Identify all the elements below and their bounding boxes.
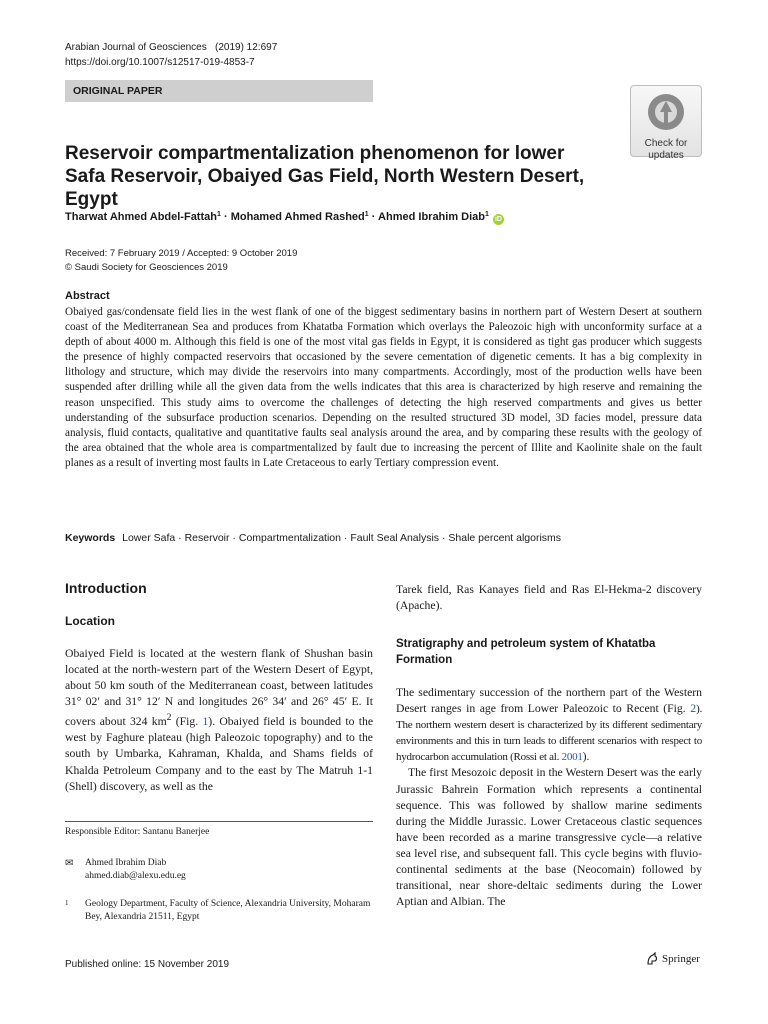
publisher-name: Springer [662,953,700,965]
paragraph-text: ). The northern western desert is characterized by its different sedimentary environments and this in turn leads to different scenarios with respect to hydrocarbon accumulation (Rossi et al. [396,703,702,764]
author-affiliation-mark: 1 [364,211,369,218]
author-affiliation-mark: 1 [485,211,489,218]
figure-link[interactable]: 1 [202,715,209,729]
stratigraphy-heading: Stratigraphy and petroleum system of Khatatba Formation [396,638,656,666]
location-heading: Location [65,614,115,628]
author-name[interactable]: Tharwat Ahmed Abdel-Fattah [65,211,217,223]
keyword: Shale percent algorisms [448,532,562,544]
footnote-divider [65,821,373,822]
location-continuation: Tarek field, Ras Kanayes field and Ras El-Hekma-2 discovery (Apache). [396,583,702,613]
corresponding-name: Ahmed Ibrahim Diab [85,858,167,868]
author-name[interactable]: Mohamed Ahmed Rashed [230,211,365,223]
journal-header [65,40,277,70]
keyword: Reservoir [184,532,230,544]
author-name[interactable]: Ahmed Ibrahim Diab [378,211,486,223]
stratigraphy-body [396,685,702,910]
author-separator: · [371,211,376,223]
keyword: Fault Seal Analysis [350,532,440,544]
doi-link[interactable]: https://doi.org/10.1007/s12517-019-4853-7 [65,57,255,68]
check-updates-line2: updates [648,150,684,161]
abstract-heading: Abstract [65,290,110,302]
check-updates-icon [646,92,686,132]
keyword-separator: · [341,532,351,544]
keyword-separator: · [439,532,449,544]
paragraph-text: ). [582,750,590,764]
paragraph-text: The sedimentary succession of the northern part of the Western Desert ranges in age from Lower Paleozoic to Recent (Fig. [396,686,702,716]
responsible-editor: Responsible Editor: Santanu Banerjee [65,827,210,837]
affiliation [65,898,375,924]
envelope-icon: ✉ [65,858,74,869]
paragraph: The first Mesozoic deposit in the Western Desert was the early Jurassic Bahrein Formation which represents a continental sequence. This was followed by shallow marine sediments during the Middle Jurassic. Lower Cretaceous clastic sequences have been recorded as a marine transgressive cycle—a relative sea level rise, and subsequent fall. This cycle begins with fluvio-continental sediments at the base (Neocomain) followed by transitional, near shore-deltaic sediments during the Lower Aptian and Albian. The [396,766,702,909]
paragraph [396,685,702,765]
keyword: Compartmentalization [238,532,341,544]
keyword-separator: · [229,532,239,544]
location-text: Obaiyed Field is located at the western flank of Shushan basin located at the north-western part of the Western Desert of Egypt, about 50 km south of the Mediterranean coast, between latitudes 31° 02′ and 31° 12′ N and longitudes 26° 34′ and 26° 45′ E. It covers about 324 km [65,647,373,729]
keywords-label: Keywords [65,532,116,544]
journal-name: Arabian Journal of Geosciences [65,42,207,53]
publisher-logo [645,952,700,966]
affiliation-text: Geology Department, Faculty of Science, Alexandria University, Moharam Bey, Alexandria 21511, Egypt [85,899,371,922]
author-separator: · [223,211,228,223]
keyword: Lower Safa [122,532,176,544]
location-text: (Fig. [171,715,203,729]
author-affiliation-mark: 1 [216,211,221,218]
affiliation-number: 1 [65,899,69,907]
copyright-symbol: © [65,262,72,273]
keywords [65,531,705,546]
corresponding-author [65,857,186,883]
article-history [65,247,297,275]
location-paragraph [65,646,373,795]
figure-link[interactable]: 2 [690,702,697,716]
article-type-banner: ORIGINAL PAPER [65,80,373,102]
corresponding-email[interactable]: ahmed.diab@alexu.edu.eg [85,871,186,881]
copyright-text: Saudi Society for Geosciences 2019 [74,262,228,273]
check-updates-line1: Check for [644,138,688,149]
published-date: Published online: 15 November 2019 [65,959,229,970]
reference-link[interactable]: 2001 [561,751,583,764]
superscript: 2 [166,712,172,724]
orcid-icon[interactable]: iD [494,216,502,223]
author-list [65,207,504,225]
location-text: ). Obaiyed field is bounded to the west by Faghure plateau (high Paleozoic topography) and to the south by Umbarka, Kahraman, Khalda, and Shams fields of Khalda Petroleum Company and to the east by The Matruh 1-1 (Shell) discovery, as well as the [65,715,374,793]
check-for-updates-badge[interactable] [630,85,702,161]
abstract-text: Obaiyed gas/condensate field lies in the west flank of one of the biggest sedimentary basins in northern part of Western Desert at southern coast of the Mediterranean Sea and produces from Khatatba Formation which overlays the Paleozoic high with unconformity surface at a depth of about 4000 m. Although this field is one of the most vital gas fields in Egypt, it is considered as tight gas producer which suggests the presence of highly compacted reservoirs that occasioned by the severe cementation of digenetic cements. It has a big complexity in lithology and structure, which may divide the reservoirs into many compartments. Accordingly, most of the production wells have been suspended after drilling while all the given data from the wells indicates that this area is characterized by high reserve and remaining the reason unspecified. This study aims to overcome the challenges of detecting the high reserved compartments and gives us better understanding of the subsurface production scenarios. Depending on the resulted structured 3D model, 3D facies model, pressure data analysis, fluid contacts, qualitative and quantitative faults seal analysis around the area, and by comparing these results with the geology of the area obtained that the whole area is compartmentalized by fault due to increasing the percent of Illite and Kaolinite shale on the fault planes as a result of inverting most faults in Late Cretaceous to early Tertiary compression event. [65,306,702,469]
journal-volume: (2019) 12:697 [215,42,278,53]
introduction-heading: Introduction [65,580,147,596]
paper-title: Reservoir compartmentalization phenomenon for lower Safa Reservoir, Obaiyed Gas Field, North Western Desert, Egypt [65,143,585,210]
keyword-separator: · [175,532,185,544]
received-accepted-dates: Received: 7 February 2019 / Accepted: 9 October 2019 [65,248,298,259]
springer-horse-icon [645,952,659,966]
